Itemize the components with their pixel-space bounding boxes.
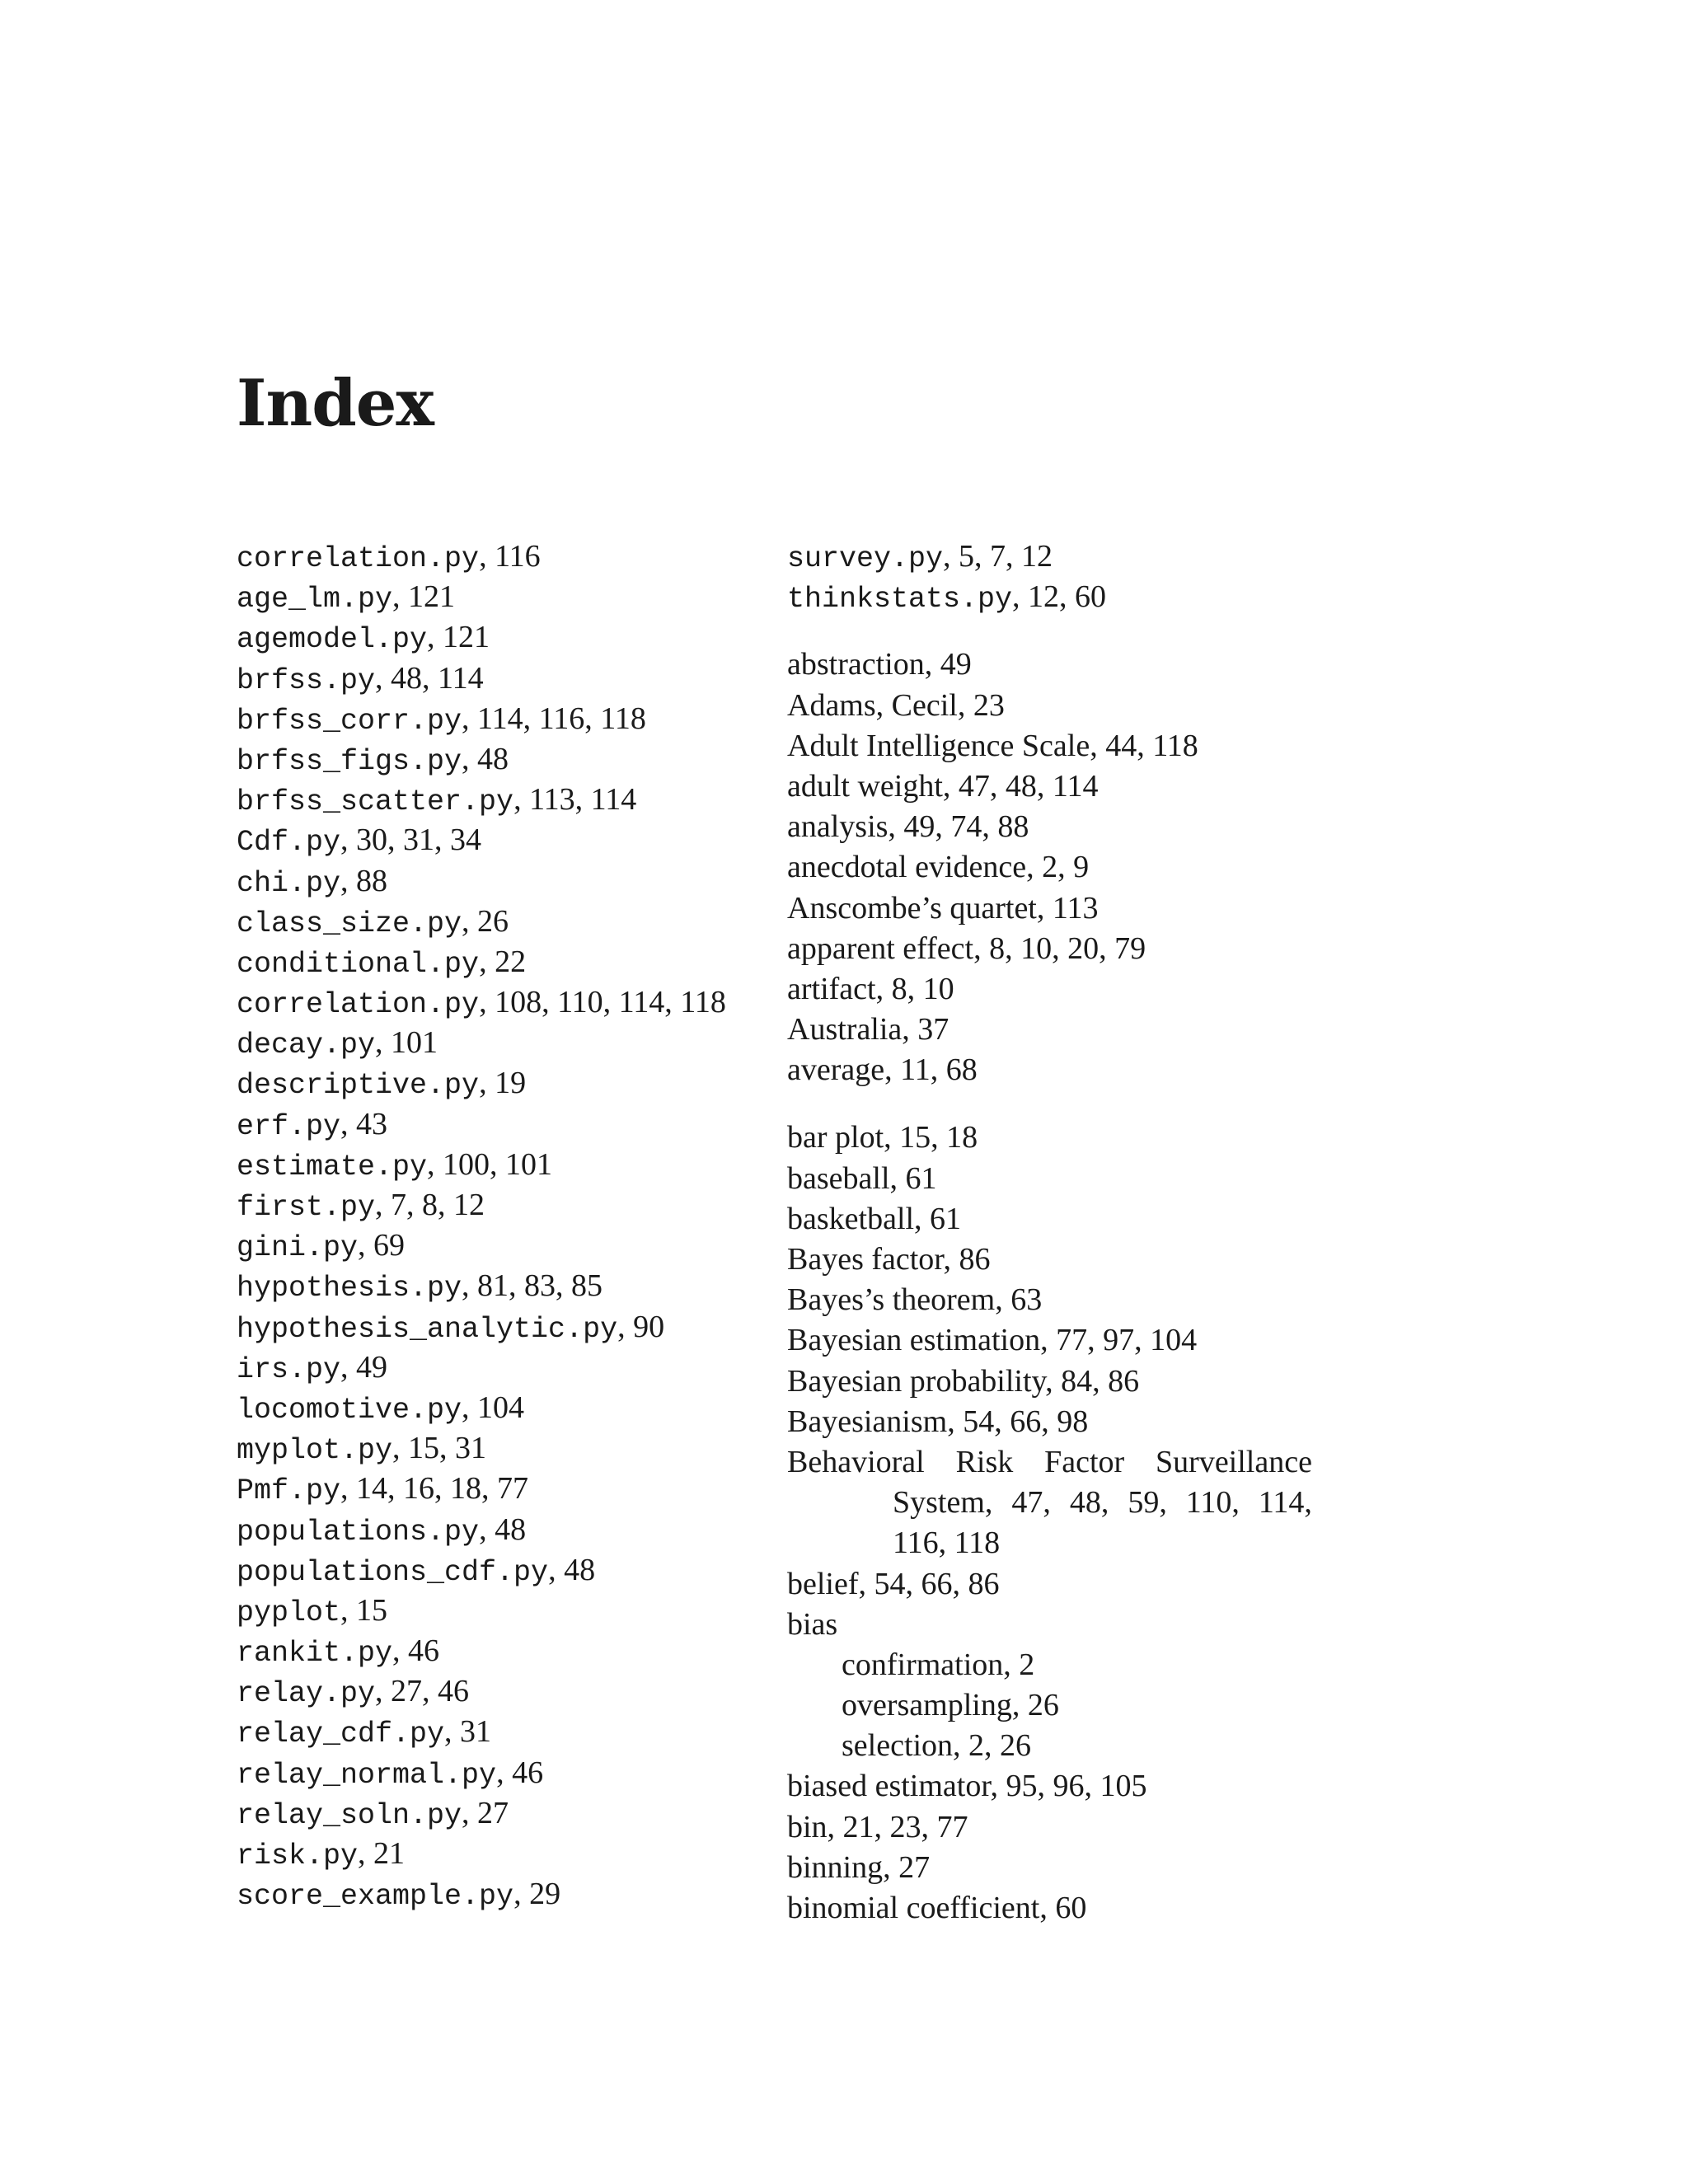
index-entry: Bayesian estimation, 77, 97, 104 xyxy=(787,1323,1198,1358)
brfss-line-3: 116, 118 xyxy=(893,1526,1001,1561)
index-entry: first.py, 7, 8, 12 xyxy=(237,1188,485,1224)
index-entry: Bayes’s theorem, 63 xyxy=(787,1282,1043,1318)
index-entry: gini.py, 69 xyxy=(237,1228,406,1265)
index-entry: pyplot, 15 xyxy=(237,1592,388,1629)
index-column-right xyxy=(787,537,1381,1929)
index-entry: score_example.py, 29 xyxy=(237,1877,561,1914)
index-entry: relay_normal.py, 46 xyxy=(237,1755,544,1792)
index-entry: brfss_figs.py, 48 xyxy=(237,741,509,778)
page-title: Index xyxy=(237,366,434,441)
index-entry: populations.py, 48 xyxy=(237,1511,527,1549)
index-entry: brfss_corr.py, 114, 116, 118 xyxy=(237,701,646,738)
index-entry: belief, 54, 66, 86 xyxy=(787,1566,1000,1601)
index-entry: rankit.py, 46 xyxy=(237,1633,440,1671)
index-column-left xyxy=(237,537,764,1915)
index-entry: relay.py, 27, 46 xyxy=(237,1674,470,1711)
index-entry: Bayesian probability, 84, 86 xyxy=(787,1363,1140,1399)
index-entry: Cdf.py, 30, 31, 34 xyxy=(237,823,482,860)
index-entry: thinkstats.py, 12, 60 xyxy=(787,579,1107,616)
index-entry: agemodel.py, 121 xyxy=(237,620,490,657)
index-entry: anecdotal evidence, 2, 9 xyxy=(787,850,1090,885)
index-subentry: selection, 2, 26 xyxy=(842,1728,1032,1764)
index-entry: descriptive.py, 19 xyxy=(237,1066,527,1103)
brfss-line-1: Behavioral Risk Factor Surveillance xyxy=(787,1444,1312,1479)
index-entry: bias xyxy=(787,1606,838,1642)
index-entry: myplot.py, 15, 31 xyxy=(237,1431,487,1468)
index-entry: hypothesis_analytic.py, 90 xyxy=(237,1309,665,1346)
index-entry: abstraction, 49 xyxy=(787,647,972,682)
index-entry: relay_soln.py, 27 xyxy=(237,1795,509,1832)
index-entry: binning, 27 xyxy=(787,1849,931,1885)
index-entry: risk.py, 21 xyxy=(237,1836,406,1872)
index-entry: baseball, 61 xyxy=(787,1160,937,1196)
index-entry: Adams, Cecil, 23 xyxy=(787,687,1005,723)
index-entry: populations_cdf.py, 48 xyxy=(237,1552,596,1589)
index-entry: binomial coefficient, 60 xyxy=(787,1891,1087,1925)
index-entry: adult weight, 47, 48, 114 xyxy=(787,768,1099,804)
index-entry: Bayesianism, 54, 66, 98 xyxy=(787,1404,1089,1439)
index-entry: artifact, 8, 10 xyxy=(787,971,954,1006)
index-entry: correlation.py, 116 xyxy=(237,539,541,575)
index-subentry: confirmation, 2 xyxy=(842,1647,1035,1682)
index-entry: conditional.py, 22 xyxy=(237,944,527,981)
index-entry: irs.py, 49 xyxy=(237,1349,388,1386)
index-entry: estimate.py, 100, 101 xyxy=(237,1146,553,1183)
index-entry: Adult Intelligence Scale, 44, 118 xyxy=(787,728,1198,763)
index-entry: decay.py, 101 xyxy=(237,1025,438,1062)
index-entry: bar plot, 15, 18 xyxy=(787,1120,978,1155)
index-entry: apparent effect, 8, 10, 20, 79 xyxy=(787,930,1146,966)
index-entry: hypothesis.py, 81, 83, 85 xyxy=(237,1268,603,1305)
index-entry: bin, 21, 23, 77 xyxy=(787,1809,968,1844)
index-entry: basketball, 61 xyxy=(787,1201,962,1236)
index-entry: class_size.py, 26 xyxy=(237,903,509,940)
index-entry: erf.py, 43 xyxy=(237,1106,388,1143)
index-entry: Bayes factor, 86 xyxy=(787,1242,991,1277)
index-entry: chi.py, 88 xyxy=(237,863,388,900)
index-subentry: oversampling, 26 xyxy=(842,1688,1059,1723)
index-entry: correlation.py, 108, 110, 114, 118 xyxy=(237,985,726,1022)
index-entry: analysis, 49, 74, 88 xyxy=(787,809,1029,845)
index-entry: average, 11, 68 xyxy=(787,1052,978,1088)
index-entry: survey.py, 5, 7, 12 xyxy=(787,539,1053,575)
index-entry: locomotive.py, 104 xyxy=(237,1390,525,1427)
index-entry: Pmf.py, 14, 16, 18, 77 xyxy=(237,1471,529,1508)
index-entry: biased estimator, 95, 96, 105 xyxy=(787,1769,1147,1804)
index-entry-brfss xyxy=(787,1442,1312,1564)
index-entry: brfss.py, 48, 114 xyxy=(237,660,484,697)
brfss-line-2: System, 47, 48, 59, 110, 114, xyxy=(893,1485,1312,1521)
index-entry: brfss_scatter.py, 113, 114 xyxy=(237,782,637,819)
index-entry: Anscombe’s quartet, 113 xyxy=(787,890,1099,926)
index-entry: relay_cdf.py, 31 xyxy=(237,1714,492,1751)
index-entry: age_lm.py, 121 xyxy=(237,579,456,616)
index-entry: Australia, 37 xyxy=(787,1012,950,1047)
